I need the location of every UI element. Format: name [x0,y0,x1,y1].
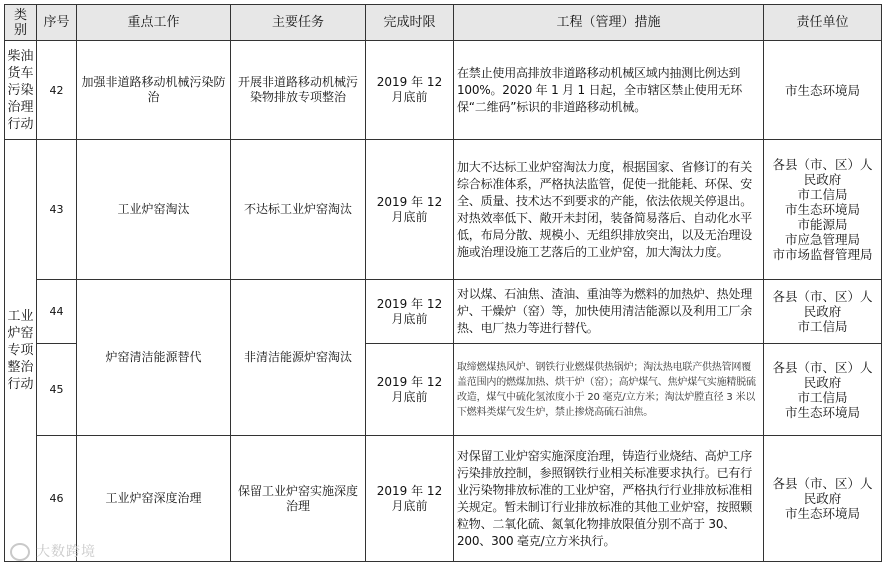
row-number: 43 [37,140,77,280]
main-task: 开展非道路移动机械污染物排放专项整治 [231,41,366,140]
table-row [5,140,882,280]
watermark [10,541,96,561]
row-number: 45 [37,344,77,436]
deadline: 2019 年 12 月底前 [366,140,454,280]
table-row [5,436,882,562]
main-task: 保留工业炉窑实施深度治理 [231,436,366,562]
measures: 对以煤、石油焦、渣油、重油等为燃料的加热炉、热处理炉、干燥炉（窑）等，加快使用清洁能源以及利用工厂余热、电厂热力等进行替代。 [454,280,764,344]
key-work: 工业炉窑深度治理 [77,436,231,562]
task-table [4,4,882,562]
row-number: 46 [37,436,77,562]
responsible-unit: 各县（市、区）人民政府 市工信局 [764,280,882,344]
category-kiln: 工业炉窑专项整治行动 [5,140,37,562]
main-task: 非清洁能源炉窑淘汰 [231,280,366,436]
header-category: 类别 [5,5,37,41]
row-number: 44 [37,280,77,344]
deadline: 2019 年 12 月底前 [366,344,454,436]
header-deadline: 完成时限 [366,5,454,41]
table-row [5,280,882,344]
category-diesel: 柴油货车污染治理行动 [5,41,37,140]
header-key-work: 重点工作 [77,5,231,41]
header-number: 序号 [37,5,77,41]
responsible-unit: 各县（市、区）人民政府 市工信局 市生态环境局 [764,344,882,436]
main-task: 不达标工业炉窑淘汰 [231,140,366,280]
responsible-unit: 各县（市、区）人民政府 市生态环境局 [764,436,882,562]
header-main-task: 主要任务 [231,5,366,41]
key-work: 工业炉窑淘汰 [77,140,231,280]
deadline: 2019 年 12 月底前 [366,41,454,140]
measures: 在禁止使用高排放非道路移动机械区域内抽测比例达到 100%。2020 年 1 月 1 日起，全市辖区禁止使用无环保“二维码”标识的非道路移动机械。 [454,41,764,140]
responsible-unit: 各县（市、区）人民政府 市工信局 市生态环境局 市能源局 市应急管理局 市市场监督管理局 [764,140,882,280]
measures: 取缔燃煤热风炉、钢铁行业燃煤供热锅炉；淘汰热电联产供热管网覆盖范围内的燃煤加热、烘干炉（窑）；高炉煤气、焦炉煤气实施精脱硫改造，煤气中硫化氢浓度小于 20 毫克/立方米；淘汰炉膛直径 3 米以下燃料类煤气发生炉，禁止掺烧高硫石油焦。 [454,344,764,436]
table-row [5,41,882,140]
key-work: 加强非道路移动机械污染防治 [77,41,231,140]
header-responsible: 责任单位 [764,5,882,41]
deadline: 2019 年 12 月底前 [366,436,454,562]
table-header-row [5,5,882,41]
watermark-logo-icon [10,543,30,561]
deadline: 2019 年 12 月底前 [366,280,454,344]
row-number: 42 [37,41,77,140]
watermark-text: 大数跨境 [36,544,96,560]
responsible-unit: 市生态环境局 [764,41,882,140]
measures: 加大不达标工业炉窑淘汰力度，根据国家、省修订的有关综合标准体系，严格执法监管，促使一批能耗、环保、安全、质量、技术达不到要求的产能，依法依规关停退出。对热效率低下、敞开未封闭，装备简易落后、自动化水平低，布局分散、规模小、无组织排放突出，以及无治理设施或治理设施工艺落后的工业炉窑，加大淘汰力度。 [454,140,764,280]
measures: 对保留工业炉窑实施深度治理，铸造行业烧结、高炉工序污染排放控制，参照钢铁行业相关标准要求执行。已有行业污染物排放标准的工业炉窑，严格执行行业排放标准相关规定。暂未制订行业排放标准的其他工业炉窑，按照颗粒物、二氧化硫、氮氧化物排放限值分别不高于 30、200、300 毫克/立方米执行。 [454,436,764,562]
key-work: 炉窑清洁能源替代 [77,280,231,436]
header-measures: 工程（管理）措施 [454,5,764,41]
